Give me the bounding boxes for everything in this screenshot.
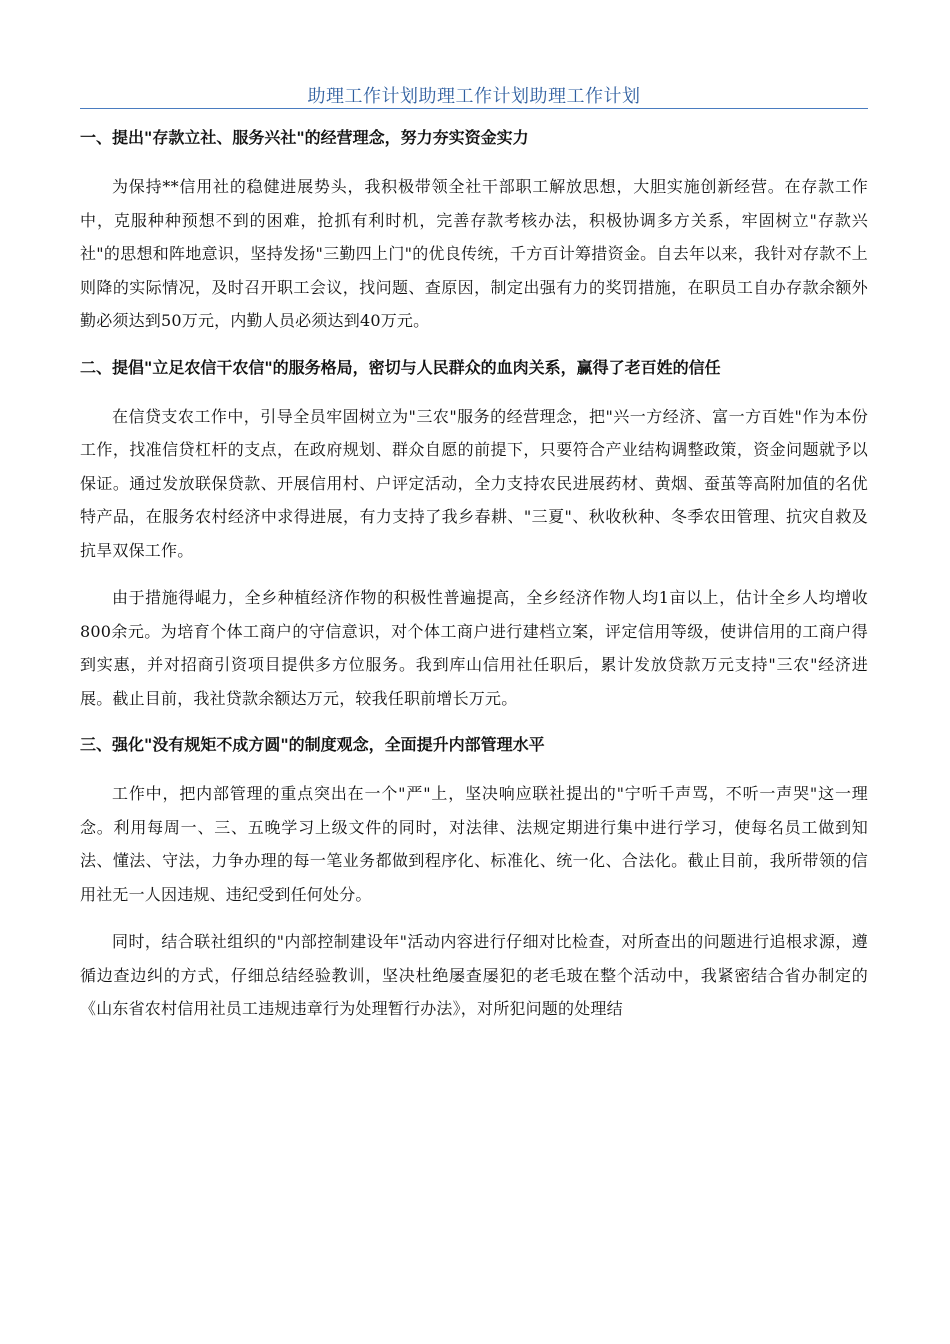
section-2-paragraph-2: 由于措施得崐力，全乡种植经济作物的积极性普遍提高，全乡经济作物人均1亩以上，估计全乡人均增收800余元。为培育个体工商户的守信意识，对个体工商户进行建档立案，评定信用等级，使讲信用的工商户得到实惠，并对招商引资项目提供多方位服务。我到库山信用社任职后，累计发放贷款万元支持"三农"经济进展。截止目前，我社贷款余额达万元，较我任职前增长万元。 (80, 588, 868, 708)
section-1-paragraph-1: 为保持**信用社的稳健进展势头，我积极带领全社干部职工解放思想，大胆实施创新经营。在存款工作中，克服种种预想不到的困难，抢抓有利时机，完善存款考核办法，积极协调多方关系，牢固树立"存款兴社"的思想和阵地意识，坚持发扬"三勤四上门"的优良传统，千方百计筹措资金。自去年以来，我针对存款不上则降的实际情况，及时召开职工会议，找问题、查原因，制定出强有力的奖罚措施，在职员工自办存款余额外勤必须达到50万元，内勤人员必须达到40万元。 (80, 177, 868, 330)
page-header-title: 助理工作计划助理工作计划助理工作计划 (307, 86, 641, 107)
section-heading-2: 二、提倡"立足农信干农信"的服务格局，密切与人民群众的血肉关系，赢得了老百姓的信任 (80, 357, 721, 377)
section-heading-3: 三、强化"没有规矩不成方圆"的制度观念，全面提升内部管理水平 (80, 735, 545, 754)
section-3-paragraph-2: 同时，结合联社组织的"内部控制建设年"活动内容进行仔细对比检查，对所查出的问题进行追根求源，遵循边查边纠的方式，仔细总结经验教训，坚决杜绝屡查屡犯的老毛玻在整个活动中，我紧密结合省办制定的《山东省农村信用社员工违规违章行为处理暂行办法》，对所犯问题的处理结 (80, 932, 868, 1018)
section-3-paragraph-1: 工作中，把内部管理的重点突出在一个"严"上，坚决响应联社提出的"宁听千声骂，不听一声哭"这一理念。利用每周一、三、五晚学习上级文件的同时，对法律、法规定期进行集中进行学习，使每名员工做到知法、懂法、守法，力争办理的每一笔业务都做到程序化、标准化、统一化、合法化。截止目前，我所带领的信用社无一人因违规、违纪受到任何处分。 (80, 784, 868, 904)
section-2-paragraph-1: 在信贷支农工作中，引导全员牢固树立为"三农"服务的经营理念，把"兴一方经济、富一方百姓"作为本份工作，找准信贷杠杆的支点，在政府规划、群众自愿的前提下，只要符合产业结构调整政策，资金问题就予以保证。通过发放联保贷款、开展信用村、户评定活动，全力支持农民进展药材、黄烟、蚕茧等高附加值的名优特产品，在服务农村经济中求得进展，有力支持了我乡春耕、"三夏"、秋收秋种、冬季农田管理、抗灾自救及抗旱双保工作。 (80, 406, 868, 560)
header-divider (80, 108, 868, 109)
document-body (80, 126, 868, 1044)
section-heading-1: 一、提出"存款立社、服务兴社"的经营理念，努力夯实资金实力 (80, 128, 529, 147)
